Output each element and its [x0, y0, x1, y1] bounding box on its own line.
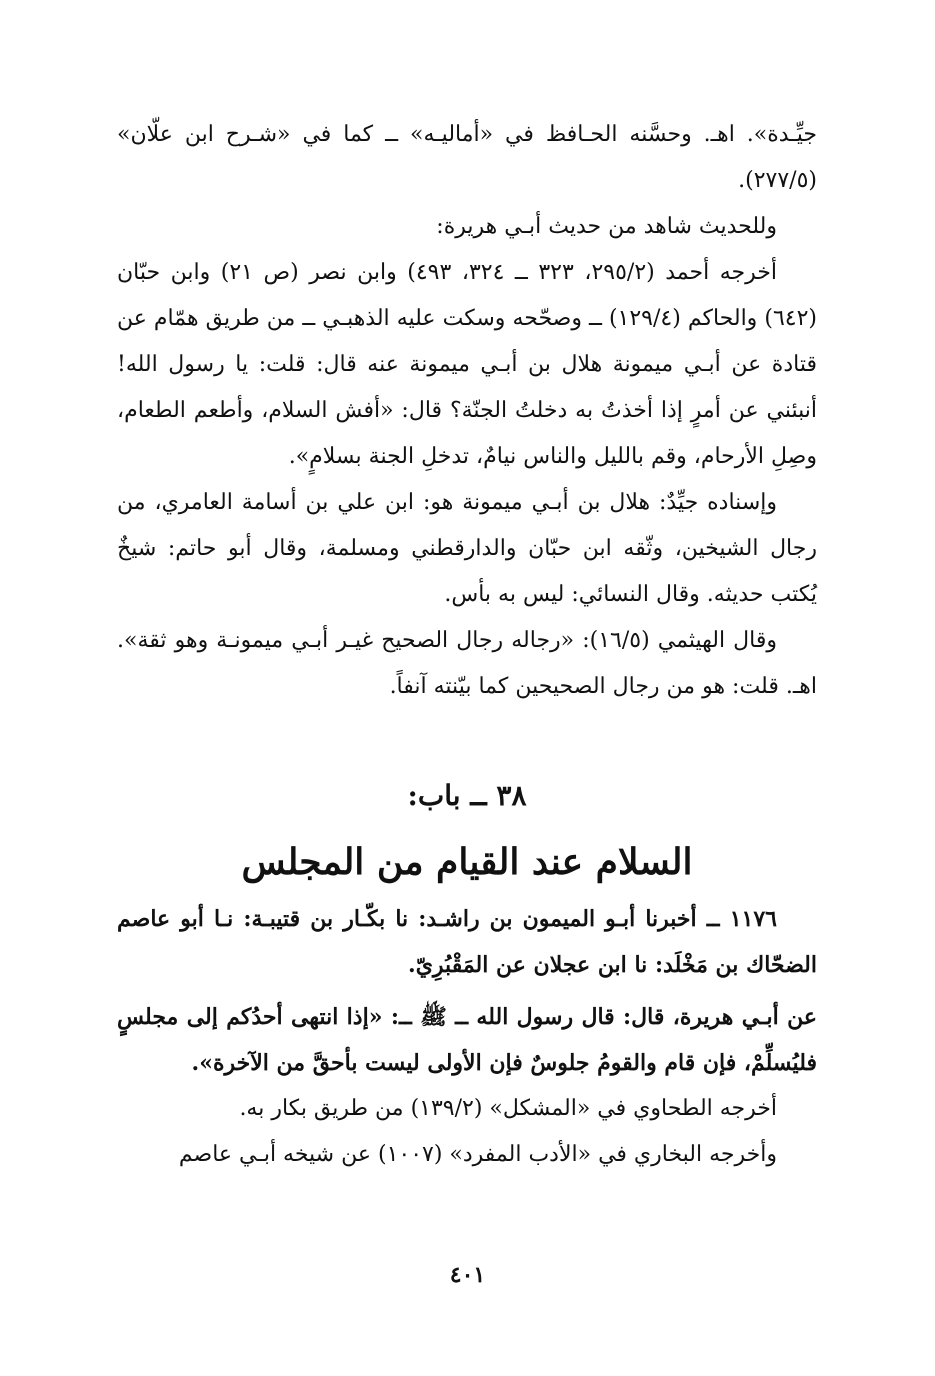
paragraph-takhrij: أخرجه أحمد (٢٩٥/٢، ٣٢٣ ــ ٣٢٤، ٤٩٣) وابن نصر (ص ٢١) وابن حبّان (٦٤٢) والحاكم (١٢٩/٤) ــ وصحّحه وسكت عليه الذهبـي ــ من طريق همّام عن قتادة عن أبـي ميمونة هلال بن أبـي ميمونة عنه قال: قلت: يا رسول الله! أنبئني عن أمرٍ إذا أخذتُ به دخلتُ الجنّة؟ قال: «أفش السلام، وأطعم الطعام، وصِلِ الأرحام، وقم بالليل والناس نيامٌ، تدخلِ الجنة بسلامٍ».: [117, 260, 817, 469]
hadith-isnad: ١١٧٦ ــ أخبرنا أبـو الميمون بن راشـد: نا بكّـار بن قتيبـة: نـا أبو عاصم الضحّاك بن مَخْلَد: نا ابن عجلان عن المَقْبُرِيّ.: [117, 906, 817, 978]
paragraph-tahawi: أخرجه الطحاوي في «المشكل» (١٣٩/٢) من طريق بكار به.: [239, 1096, 777, 1121]
paragraph-continuation: جيِّـدة». اهـ. وحسَّنه الحـافظ في «أماليـه» ــ كما في «شـرح ابن علّان» (٢٧٧/٥).: [117, 122, 817, 193]
paragraph-bukhari: وأخرجه البخاري في «الأدب المفرد» (١٠٠٧) عن شيخه أبـي عاصم: [178, 1142, 777, 1167]
page-number: ٤٠١: [449, 1262, 486, 1288]
paragraph-witness-intro: وللحديث شاهد من حديث أبـي هريرة:: [436, 214, 777, 239]
chapter-number: ٣٨ ــ باب:: [407, 779, 527, 812]
hadith-matn: عن أبـي هريرة، قال: قال رسول الله ــ ﷺ ــ: «إذا انتهى أحدُكم إلى مجلسٍ فليُسلِّمْ، فإن قام والقومُ جلوسٌ فإن الأولى ليست بأحقَّ من الآخرة».: [117, 1004, 817, 1076]
chapter-title: السلام عند القيام من المجلس: [241, 841, 693, 883]
paragraph-haythami: وقال الهيثمي (١٦/٥): «رجاله رجال الصحيح غيـر أبـي ميمونـة وهو ثقة». اهـ. قلت: هو من رجال الصحيحين كما بيّنته آنفاً.: [117, 628, 817, 699]
page-body: [117, 112, 817, 1178]
paragraph-isnad-grading: وإسناده جيِّدٌ: هلال بن أبـي ميمونة هو: ابن علي بن أسامة العامري، من رجال الشيخين، وثّقه ابن حبّان والدارقطني ومسلمة، وقال أبو حاتم: شيخٌ يُكتب حديثه. وقال النسائي: ليس به بأس.: [117, 490, 817, 607]
